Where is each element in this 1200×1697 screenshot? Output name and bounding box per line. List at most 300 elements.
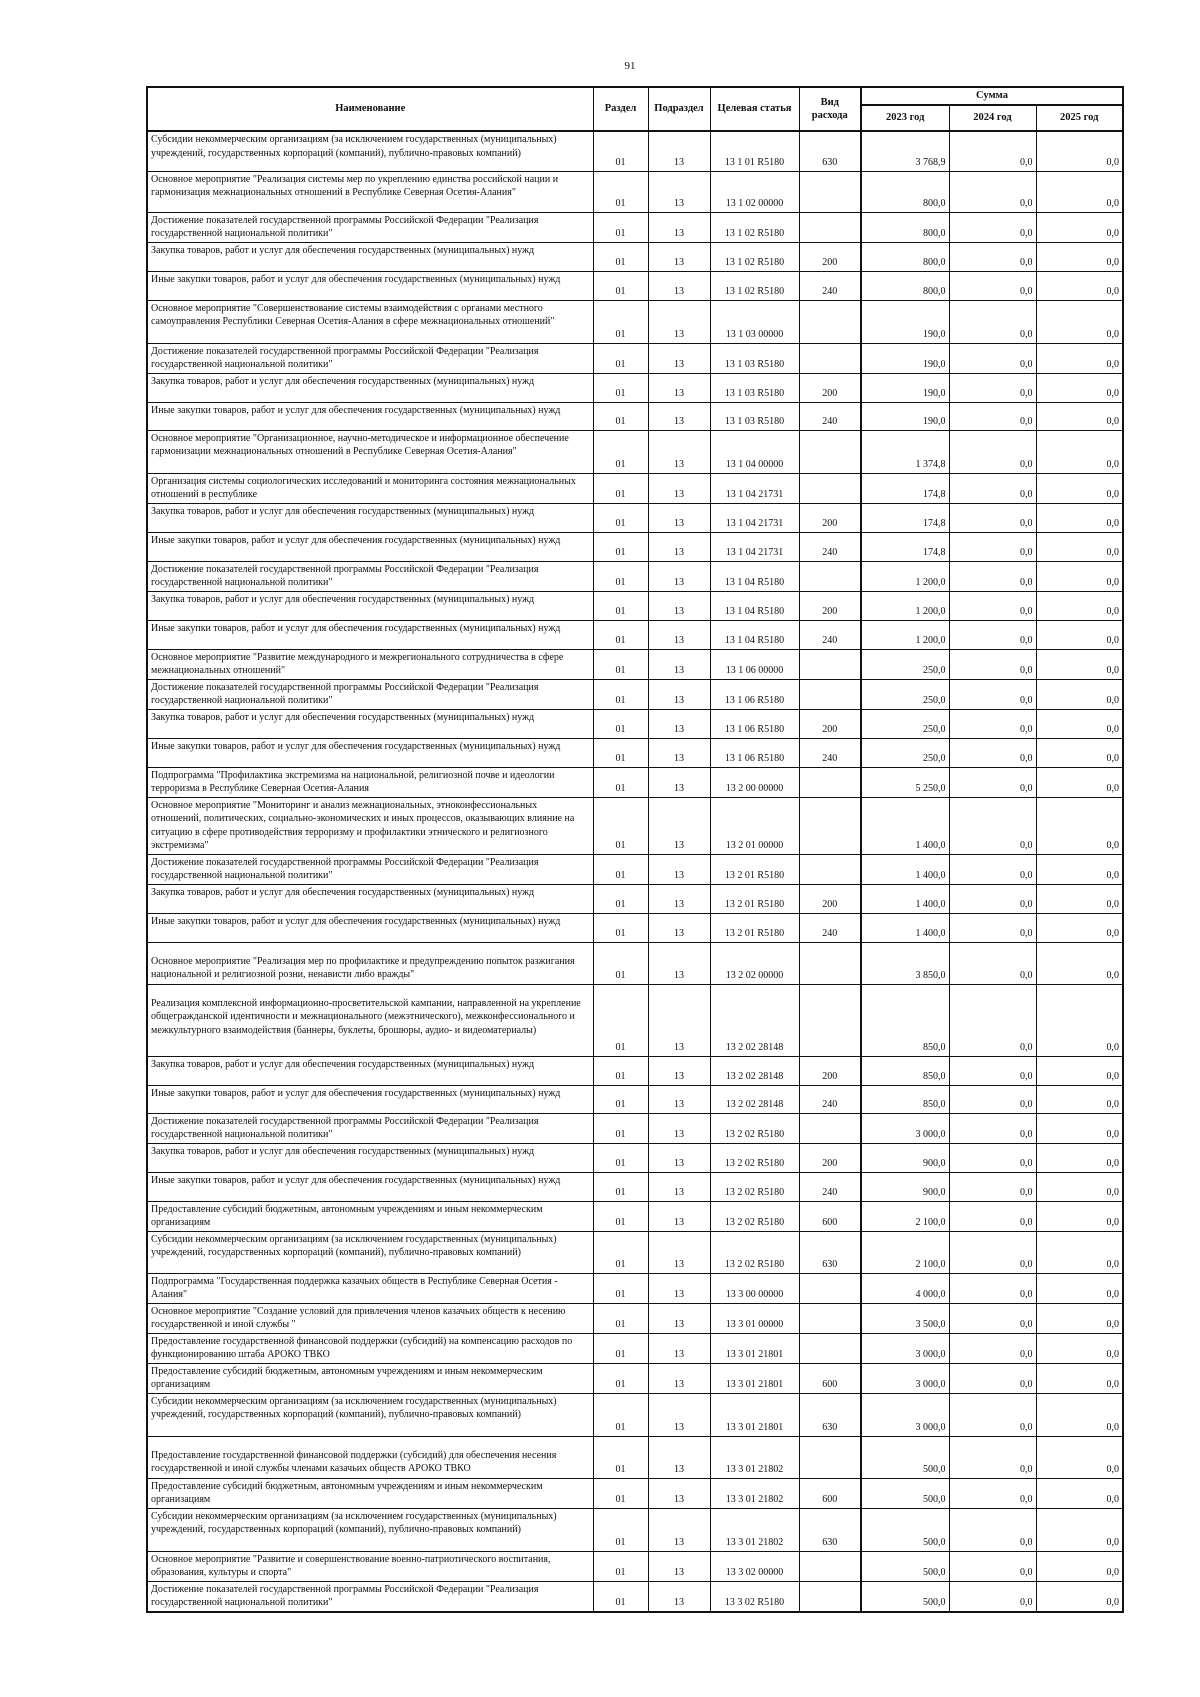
row-expense-type: [799, 561, 861, 591]
row-sum-2024: 0,0: [949, 984, 1036, 1056]
row-expense-type: [799, 767, 861, 797]
row-section: 01: [593, 1478, 648, 1508]
table-row: [147, 679, 1123, 709]
table-row: [147, 1201, 1123, 1231]
row-sum-2025: 0,0: [1036, 1436, 1123, 1478]
row-sum-2023: 3 500,0: [861, 1303, 949, 1333]
table-row: [147, 709, 1123, 738]
row-name: Субсидии некоммерческим организациям (за исключением государственных (муниципальных) учреждений, государственных корпораций (компаний), публично-правовых компаний): [147, 1508, 593, 1551]
row-subsection: 13: [648, 1393, 710, 1436]
table-row: [147, 561, 1123, 591]
row-sum-2025: 0,0: [1036, 984, 1123, 1056]
row-name: Иные закупки товаров, работ и услуг для обеспечения государственных (муниципальных) нужд: [147, 271, 593, 300]
row-sum-2025: 0,0: [1036, 1393, 1123, 1436]
row-sum-2025: 0,0: [1036, 913, 1123, 942]
row-sum-2024: 0,0: [949, 942, 1036, 984]
row-sum-2024: 0,0: [949, 913, 1036, 942]
row-sum-2025: 0,0: [1036, 1172, 1123, 1201]
row-target-article: 13 1 04 R5180: [710, 561, 799, 591]
row-sum-2023: 800,0: [861, 242, 949, 271]
table-row: [147, 913, 1123, 942]
row-sum-2023: 1 400,0: [861, 797, 949, 854]
row-name: Предоставление государственной финансовой поддержки (субсидий) на компенсацию расходов по функционированию штаба АРОКО ТВКО: [147, 1333, 593, 1363]
row-subsection: 13: [648, 1113, 710, 1143]
row-section: 01: [593, 679, 648, 709]
row-expense-type: [799, 343, 861, 373]
row-subsection: 13: [648, 1303, 710, 1333]
row-target-article: 13 2 01 R5180: [710, 913, 799, 942]
row-sum-2025: 0,0: [1036, 561, 1123, 591]
row-sum-2025: 0,0: [1036, 503, 1123, 532]
row-sum-2023: 800,0: [861, 212, 949, 242]
row-subsection: 13: [648, 300, 710, 343]
row-expense-type: [799, 1333, 861, 1363]
row-subsection: 13: [648, 171, 710, 212]
row-name: Субсидии некоммерческим организациям (за исключением государственных (муниципальных) учреждений, государственных корпораций (компаний), публично-правовых компаний): [147, 1393, 593, 1436]
row-name: Достижение показателей государственной программы Российской Федерации "Реализация государственной национальной политики": [147, 854, 593, 884]
row-subsection: 13: [648, 884, 710, 913]
row-sum-2024: 0,0: [949, 1113, 1036, 1143]
table-row: [147, 1478, 1123, 1508]
row-name: Основное мероприятие "Мониторинг и анализ межнациональных, этноконфессиональных отношений, политических, социально-экономических и иных процессов, оказывающих влияние на ситуацию в сфере противодействия терроризму и профилактики этнического и религиозного экстремизма": [147, 797, 593, 854]
row-subsection: 13: [648, 242, 710, 271]
row-subsection: 13: [648, 1333, 710, 1363]
row-section: 01: [593, 343, 648, 373]
row-section: 01: [593, 1508, 648, 1551]
row-sum-2023: 2 100,0: [861, 1201, 949, 1231]
table-row: [147, 271, 1123, 300]
row-name: Предоставление субсидий бюджетным, автономным учреждениям и иным некоммерческим организациям: [147, 1363, 593, 1393]
row-target-article: 13 2 01 R5180: [710, 884, 799, 913]
row-section: 01: [593, 1085, 648, 1113]
row-expense-type: 630: [799, 1231, 861, 1273]
row-subsection: 13: [648, 271, 710, 300]
row-sum-2024: 0,0: [949, 709, 1036, 738]
row-name: Предоставление субсидий бюджетным, автономным учреждениям и иным некоммерческим организациям: [147, 1201, 593, 1231]
header-year-2023: 2023 год: [861, 105, 949, 131]
row-sum-2024: 0,0: [949, 1085, 1036, 1113]
table-row: [147, 503, 1123, 532]
row-section: 01: [593, 1436, 648, 1478]
row-sum-2025: 0,0: [1036, 473, 1123, 503]
row-target-article: 13 3 01 21801: [710, 1333, 799, 1363]
row-target-article: 13 1 06 00000: [710, 649, 799, 679]
row-section: 01: [593, 1333, 648, 1363]
row-subsection: 13: [648, 797, 710, 854]
row-sum-2025: 0,0: [1036, 797, 1123, 854]
row-target-article: 13 1 02 R5180: [710, 271, 799, 300]
row-subsection: 13: [648, 1085, 710, 1113]
row-expense-type: [799, 679, 861, 709]
row-sum-2024: 0,0: [949, 503, 1036, 532]
row-expense-type: 240: [799, 913, 861, 942]
row-subsection: 13: [648, 709, 710, 738]
row-subsection: 13: [648, 1172, 710, 1201]
row-section: 01: [593, 532, 648, 561]
row-expense-type: 200: [799, 709, 861, 738]
row-subsection: 13: [648, 649, 710, 679]
row-name: Иные закупки товаров, работ и услуг для обеспечения государственных (муниципальных) нужд: [147, 1085, 593, 1113]
row-name: Закупка товаров, работ и услуг для обеспечения государственных (муниципальных) нужд: [147, 242, 593, 271]
row-expense-type: 240: [799, 1085, 861, 1113]
row-name: Закупка товаров, работ и услуг для обеспечения государственных (муниципальных) нужд: [147, 1143, 593, 1172]
row-sum-2023: 850,0: [861, 1056, 949, 1085]
row-section: 01: [593, 649, 648, 679]
row-name: Иные закупки товаров, работ и услуг для обеспечения государственных (муниципальных) нужд: [147, 1172, 593, 1201]
row-sum-2025: 0,0: [1036, 1478, 1123, 1508]
row-subsection: 13: [648, 1551, 710, 1581]
row-sum-2024: 0,0: [949, 620, 1036, 649]
table-row: [147, 797, 1123, 854]
row-target-article: 13 1 03 R5180: [710, 402, 799, 430]
row-target-article: 13 2 02 R5180: [710, 1172, 799, 1201]
table-row: [147, 1273, 1123, 1303]
row-target-article: 13 2 02 R5180: [710, 1113, 799, 1143]
row-sum-2025: 0,0: [1036, 1085, 1123, 1113]
row-section: 01: [593, 1551, 648, 1581]
row-name: Иные закупки товаров, работ и услуг для обеспечения государственных (муниципальных) нужд: [147, 913, 593, 942]
table-header: [147, 87, 1123, 131]
row-expense-type: [799, 300, 861, 343]
row-target-article: 13 2 02 00000: [710, 942, 799, 984]
row-target-article: 13 1 04 00000: [710, 430, 799, 473]
row-expense-type: [799, 1273, 861, 1303]
row-expense-type: 600: [799, 1363, 861, 1393]
row-name: Достижение показателей государственной программы Российской Федерации "Реализация государственной национальной политики": [147, 1113, 593, 1143]
row-target-article: 13 1 04 R5180: [710, 591, 799, 620]
row-subsection: 13: [648, 1436, 710, 1478]
row-target-article: 13 1 02 R5180: [710, 212, 799, 242]
row-section: 01: [593, 242, 648, 271]
row-subsection: 13: [648, 1581, 710, 1612]
row-target-article: 13 3 02 R5180: [710, 1581, 799, 1612]
row-sum-2023: 900,0: [861, 1143, 949, 1172]
row-sum-2024: 0,0: [949, 1581, 1036, 1612]
table-row: [147, 1113, 1123, 1143]
row-subsection: 13: [648, 1478, 710, 1508]
table-row: [147, 1085, 1123, 1113]
row-target-article: 13 1 04 21731: [710, 503, 799, 532]
row-sum-2025: 0,0: [1036, 591, 1123, 620]
row-name: Иные закупки товаров, работ и услуг для обеспечения государственных (муниципальных) нужд: [147, 532, 593, 561]
row-section: 01: [593, 1201, 648, 1231]
row-section: 01: [593, 300, 648, 343]
row-subsection: 13: [648, 679, 710, 709]
row-sum-2024: 0,0: [949, 300, 1036, 343]
row-sum-2023: 1 400,0: [861, 913, 949, 942]
row-section: 01: [593, 430, 648, 473]
row-sum-2024: 0,0: [949, 679, 1036, 709]
row-target-article: 13 1 03 00000: [710, 300, 799, 343]
row-sum-2023: 1 200,0: [861, 620, 949, 649]
row-sum-2024: 0,0: [949, 1201, 1036, 1231]
row-expense-type: [799, 212, 861, 242]
row-sum-2023: 3 000,0: [861, 1393, 949, 1436]
row-sum-2025: 0,0: [1036, 854, 1123, 884]
row-target-article: 13 1 06 R5180: [710, 738, 799, 767]
row-sum-2024: 0,0: [949, 1436, 1036, 1478]
row-section: 01: [593, 1303, 648, 1333]
row-sum-2023: 174,8: [861, 532, 949, 561]
row-section: 01: [593, 767, 648, 797]
row-target-article: 13 3 02 00000: [710, 1551, 799, 1581]
row-sum-2023: 250,0: [861, 679, 949, 709]
table-row: [147, 984, 1123, 1056]
row-section: 01: [593, 1393, 648, 1436]
header-section: Раздел: [593, 87, 648, 131]
row-section: 01: [593, 131, 648, 171]
row-sum-2024: 0,0: [949, 1231, 1036, 1273]
row-sum-2025: 0,0: [1036, 242, 1123, 271]
row-name: Достижение показателей государственной программы Российской Федерации "Реализация государственной национальной политики": [147, 561, 593, 591]
row-section: 01: [593, 942, 648, 984]
row-subsection: 13: [648, 591, 710, 620]
row-target-article: 13 2 02 R5180: [710, 1143, 799, 1172]
table-row: [147, 373, 1123, 402]
table-row: [147, 1393, 1123, 1436]
row-sum-2023: 3 000,0: [861, 1113, 949, 1143]
row-section: 01: [593, 709, 648, 738]
row-section: 01: [593, 561, 648, 591]
row-sum-2024: 0,0: [949, 1508, 1036, 1551]
row-section: 01: [593, 1113, 648, 1143]
table-row: [147, 1551, 1123, 1581]
row-expense-type: 200: [799, 1143, 861, 1172]
row-sum-2025: 0,0: [1036, 679, 1123, 709]
row-section: 01: [593, 373, 648, 402]
row-sum-2024: 0,0: [949, 171, 1036, 212]
table-row: [147, 171, 1123, 212]
row-expense-type: 200: [799, 242, 861, 271]
row-subsection: 13: [648, 984, 710, 1056]
row-sum-2023: 5 250,0: [861, 767, 949, 797]
row-sum-2024: 0,0: [949, 343, 1036, 373]
row-expense-type: 240: [799, 1172, 861, 1201]
row-sum-2024: 0,0: [949, 649, 1036, 679]
row-section: 01: [593, 1581, 648, 1612]
row-expense-type: 200: [799, 591, 861, 620]
header-target-article: Целевая статья: [710, 87, 799, 131]
row-sum-2023: 500,0: [861, 1436, 949, 1478]
row-sum-2025: 0,0: [1036, 767, 1123, 797]
row-sum-2024: 0,0: [949, 767, 1036, 797]
row-expense-type: 200: [799, 373, 861, 402]
page-number: 91: [624, 60, 636, 72]
row-target-article: 13 1 01 R5180: [710, 131, 799, 171]
row-subsection: 13: [648, 402, 710, 430]
table-row: [147, 1436, 1123, 1478]
table-row: [147, 532, 1123, 561]
row-name: Подпрограмма "Профилактика экстремизма на национальной, религиозной почве и идеологии терроризма в Республике Северная Осетия-Алания: [147, 767, 593, 797]
row-target-article: 13 2 02 28148: [710, 984, 799, 1056]
row-subsection: 13: [648, 913, 710, 942]
row-sum-2023: 800,0: [861, 171, 949, 212]
row-expense-type: 600: [799, 1201, 861, 1231]
table-row: [147, 343, 1123, 373]
row-sum-2024: 0,0: [949, 1551, 1036, 1581]
row-expense-type: [799, 1581, 861, 1612]
row-sum-2025: 0,0: [1036, 212, 1123, 242]
row-sum-2023: 900,0: [861, 1172, 949, 1201]
row-expense-type: [799, 1303, 861, 1333]
row-target-article: 13 3 01 21802: [710, 1436, 799, 1478]
row-expense-type: [799, 473, 861, 503]
row-sum-2023: 190,0: [861, 373, 949, 402]
row-sum-2023: 3 850,0: [861, 942, 949, 984]
row-target-article: 13 1 06 R5180: [710, 709, 799, 738]
table-row: [147, 212, 1123, 242]
table-row: [147, 131, 1123, 171]
row-sum-2025: 0,0: [1036, 343, 1123, 373]
row-sum-2025: 0,0: [1036, 430, 1123, 473]
row-section: 01: [593, 797, 648, 854]
row-subsection: 13: [648, 854, 710, 884]
row-expense-type: [799, 171, 861, 212]
row-sum-2024: 0,0: [949, 373, 1036, 402]
header-subsection: Подраздел: [648, 87, 710, 131]
table-row: [147, 1581, 1123, 1612]
budget-table: [146, 86, 1124, 1613]
row-sum-2023: 500,0: [861, 1581, 949, 1612]
row-sum-2025: 0,0: [1036, 1581, 1123, 1612]
table-row: [147, 1056, 1123, 1085]
row-sum-2023: 1 200,0: [861, 561, 949, 591]
row-sum-2023: 850,0: [861, 984, 949, 1056]
row-target-article: 13 1 02 R5180: [710, 242, 799, 271]
row-sum-2025: 0,0: [1036, 1231, 1123, 1273]
row-sum-2025: 0,0: [1036, 738, 1123, 767]
row-sum-2023: 250,0: [861, 738, 949, 767]
row-sum-2023: 250,0: [861, 649, 949, 679]
row-name: Достижение показателей государственной программы Российской Федерации "Реализация государственной национальной политики": [147, 212, 593, 242]
row-expense-type: 200: [799, 884, 861, 913]
row-sum-2023: 3 768,9: [861, 131, 949, 171]
row-section: 01: [593, 854, 648, 884]
row-target-article: 13 1 03 R5180: [710, 373, 799, 402]
row-expense-type: [799, 1436, 861, 1478]
table-row: [147, 1172, 1123, 1201]
row-sum-2024: 0,0: [949, 561, 1036, 591]
row-expense-type: [799, 1551, 861, 1581]
row-sum-2024: 0,0: [949, 473, 1036, 503]
row-sum-2024: 0,0: [949, 242, 1036, 271]
table-row: [147, 738, 1123, 767]
row-sum-2024: 0,0: [949, 1303, 1036, 1333]
row-section: 01: [593, 212, 648, 242]
row-name: Основное мероприятие "Реализация системы мер по укреплению единства российской нации и гармонизация межнациональных отношений в Республике Северная Осетия-Алания": [147, 171, 593, 212]
row-sum-2023: 174,8: [861, 503, 949, 532]
row-target-article: 13 2 02 28148: [710, 1085, 799, 1113]
row-name: Предоставление государственной финансовой поддержки (субсидий) для обеспечения несения государственной и иной службы членами казачьих обществ АРОКО ТВКО: [147, 1436, 593, 1478]
row-sum-2025: 0,0: [1036, 649, 1123, 679]
row-section: 01: [593, 1273, 648, 1303]
table-row: [147, 1303, 1123, 1333]
row-sum-2025: 0,0: [1036, 884, 1123, 913]
row-expense-type: [799, 430, 861, 473]
row-subsection: 13: [648, 1273, 710, 1303]
row-sum-2024: 0,0: [949, 884, 1036, 913]
row-sum-2024: 0,0: [949, 738, 1036, 767]
row-expense-type: 240: [799, 738, 861, 767]
row-name: Иные закупки товаров, работ и услуг для обеспечения государственных (муниципальных) нужд: [147, 738, 593, 767]
row-sum-2025: 0,0: [1036, 620, 1123, 649]
table-row: [147, 473, 1123, 503]
row-target-article: 13 3 01 21802: [710, 1478, 799, 1508]
row-sum-2024: 0,0: [949, 271, 1036, 300]
row-sum-2025: 0,0: [1036, 709, 1123, 738]
table-body: [147, 131, 1123, 1612]
row-sum-2025: 0,0: [1036, 402, 1123, 430]
row-name: Закупка товаров, работ и услуг для обеспечения государственных (муниципальных) нужд: [147, 503, 593, 532]
row-target-article: 13 3 01 21801: [710, 1363, 799, 1393]
row-section: 01: [593, 984, 648, 1056]
row-name: Достижение показателей государственной программы Российской Федерации "Реализация государственной национальной политики": [147, 679, 593, 709]
row-section: 01: [593, 1172, 648, 1201]
row-sum-2024: 0,0: [949, 212, 1036, 242]
row-expense-type: 240: [799, 271, 861, 300]
row-sum-2023: 3 000,0: [861, 1333, 949, 1363]
row-target-article: 13 1 03 R5180: [710, 343, 799, 373]
row-section: 01: [593, 1056, 648, 1085]
row-subsection: 13: [648, 212, 710, 242]
row-sum-2023: 1 200,0: [861, 591, 949, 620]
row-expense-type: 240: [799, 620, 861, 649]
row-target-article: 13 3 00 00000: [710, 1273, 799, 1303]
row-sum-2024: 0,0: [949, 1478, 1036, 1508]
header-year-2024: 2024 год: [949, 105, 1036, 131]
row-sum-2023: 500,0: [861, 1508, 949, 1551]
table-row: [147, 649, 1123, 679]
table-row: [147, 242, 1123, 271]
row-sum-2023: 500,0: [861, 1551, 949, 1581]
row-target-article: 13 1 02 00000: [710, 171, 799, 212]
row-section: 01: [593, 884, 648, 913]
row-subsection: 13: [648, 131, 710, 171]
header-sum: Сумма: [861, 87, 1123, 105]
row-name: Субсидии некоммерческим организациям (за исключением государственных (муниципальных) учреждений, государственных корпораций (компаний), публично-правовых компаний): [147, 131, 593, 171]
row-name: Иные закупки товаров, работ и услуг для обеспечения государственных (муниципальных) нужд: [147, 402, 593, 430]
row-target-article: 13 2 02 28148: [710, 1056, 799, 1085]
table-row: [147, 1333, 1123, 1363]
row-target-article: 13 1 04 21731: [710, 532, 799, 561]
row-sum-2024: 0,0: [949, 797, 1036, 854]
row-sum-2025: 0,0: [1036, 1273, 1123, 1303]
row-section: 01: [593, 738, 648, 767]
row-sum-2025: 0,0: [1036, 171, 1123, 212]
row-sum-2023: 4 000,0: [861, 1273, 949, 1303]
header-expense-type: Вид расхода: [799, 87, 861, 131]
row-section: 01: [593, 473, 648, 503]
row-name: Иные закупки товаров, работ и услуг для обеспечения государственных (муниципальных) нужд: [147, 620, 593, 649]
row-name: Закупка товаров, работ и услуг для обеспечения государственных (муниципальных) нужд: [147, 373, 593, 402]
row-expense-type: 240: [799, 532, 861, 561]
table-row: [147, 854, 1123, 884]
row-expense-type: 630: [799, 1393, 861, 1436]
row-section: 01: [593, 271, 648, 300]
row-sum-2024: 0,0: [949, 532, 1036, 561]
row-name: Основное мероприятие "Совершенствование системы взаимодействия с органами местного самоуправления Республики Северная Осетия-Алания в сфере межнациональных отношений": [147, 300, 593, 343]
row-sum-2023: 3 000,0: [861, 1363, 949, 1393]
row-name: Реализация комплексной информационно-просветительской кампании, направленной на укрепление общегражданской идентичности и межнационального (межэтнического), межконфессионального и межкультурного взаимодействия (баннеры, буклеты, брошюры, аудио- и видеоматериалы): [147, 984, 593, 1056]
row-section: 01: [593, 620, 648, 649]
row-subsection: 13: [648, 343, 710, 373]
row-sum-2023: 250,0: [861, 709, 949, 738]
row-name: Закупка товаров, работ и услуг для обеспечения государственных (муниципальных) нужд: [147, 1056, 593, 1085]
row-section: 01: [593, 913, 648, 942]
row-expense-type: [799, 854, 861, 884]
row-target-article: 13 1 04 R5180: [710, 620, 799, 649]
table-row: [147, 942, 1123, 984]
